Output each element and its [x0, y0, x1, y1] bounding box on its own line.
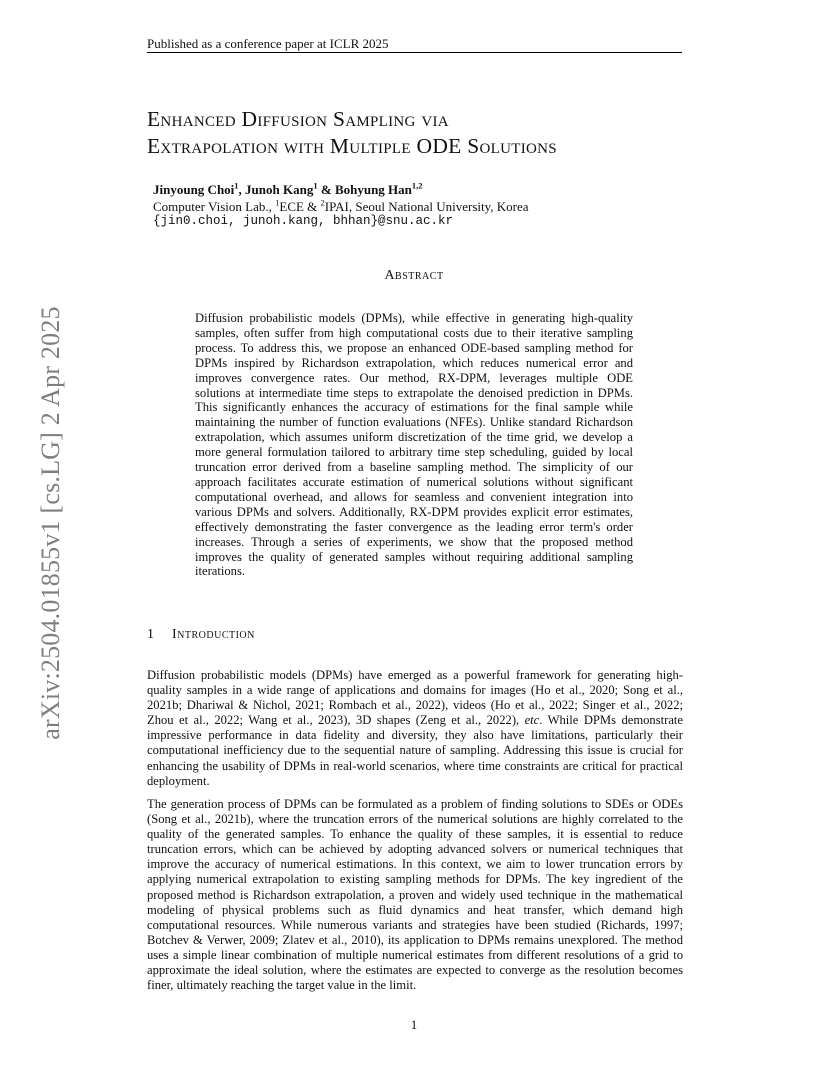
abstract-text: Diffusion probabilistic models (DPMs), while effective in generating high-quality samples, often suffer from high computational costs due to their iterative sampling process. To address this, we propose an enhanced ODE-based sampling method for DPMs inspired by Richardson extrapolation, which reduces numerical error and improves convergence rates. Our method, RX-DPM, leverages multiple ODE solutions at intermediate time steps to extrapolate the denoised prediction in DPMs. This significantly enhances the accuracy of estimations for the final sample while maintaining the number of function evaluations (NFEs). Unlike standard Richardson extrapolation, which assumes uniform discretization of the time grid, we develop a more general formulation tailored to arbitrary time step scheduling, guided by local truncation error derived from a baseline sampling method. The simplicity of our approach facilitates accurate estimation of numerical solutions without significant computational overhead, and allows for seamless and convenient integration into various DPMs and solvers. Additionally, RX-DPM provides explicit error estimates, effectively demonstrating the faster convergence as the leading error term's order increases. Through a series of experiments, we show that the proposed method improves the quality of generated samples without requiring additional sampling iterations. [195, 311, 633, 579]
intro-paragraph-2: The generation process of DPMs can be formulated as a problem of finding solutions to SDEs or ODEs (Song et al., 2021b), where the truncation errors of the numerical solutions are highly correlated to the quality of the generated samples. To enhance the quality of these samples, it is essential to reduce truncation errors, which can be achieved by adopting advanced solvers or numerical techniques that improve the accuracy of numerical estimations. In this context, we aim to lower truncation errors by applying numerical extrapolation to existing sampling methods for DPMs. The key ingredient of the proposed method is Richardson extrapolation, a proven and widely used technique in the mathematical modeling of physical problems such as fluid dynamics and heat transfer, which demand high computational resources. While numerous variants and strategies have been studied (Richards, 1997; Botchev & Verwer, 2009; Zlatev et al., 2010), its application to DPMs remains unexplored. The method uses a simple linear combination of multiple numerical estimates from different resolutions of a grid to approximate the ideal solution, where the estimates are expected to converge as the resolution becomes finer, ultimately reaching the target value in the limit. [147, 797, 683, 993]
affil-ece: ECE & [279, 199, 321, 214]
intro-p1-etc: etc [524, 713, 540, 728]
section-number: 1 [147, 627, 154, 642]
author-list: Jinyoung Choi$^1$, Junoh Kang$^1$ & Bohyung Han$^{1,2}$ [153, 180, 423, 197]
affil-lab: Computer Vision Lab., [153, 199, 276, 214]
author-emails: {jin0.choi, junoh.kang, bhhan}@snu.ac.kr [153, 214, 454, 228]
title-line-1: Enhanced Diffusion Sampling via [147, 107, 449, 131]
author-affil-mark: 1 [313, 180, 318, 191]
section-title: Introduction [172, 627, 255, 642]
running-header: Published as a conference paper at ICLR 2025 [147, 36, 389, 51]
intro-p1-part-b: . While DPMs demonstrate impressive performance in data fidelity and diversity, they also have limitations, particularly their computational inefficiency due to the sequential nature of sampling. Addressing this issue is crucial for enhancing the usability of DPMs in real-world scenarios, where time constraints are critical for practical deployment. [147, 713, 683, 788]
arxiv-stamp [36, 292, 66, 754]
page-number: 1 [410, 1017, 418, 1032]
header-rule [147, 52, 682, 53]
affiliation [153, 199, 529, 215]
intro-paragraph-1 [147, 668, 683, 789]
abstract-heading: Abstract [384, 268, 444, 283]
title-line-2: Extrapolation with Multiple ODE Solutions [147, 134, 557, 158]
author-name: Junoh Kang [245, 182, 314, 197]
affil-rest: IPAI, Seoul National University, Korea [324, 199, 529, 214]
author-affil-mark: 1,2 [411, 180, 423, 191]
affil-mark: 2 [320, 197, 325, 208]
arxiv-stamp-text: arXiv:2504.01855v1 [cs.LG] 2 Apr 2025 [36, 306, 65, 740]
author-ampersand: & [320, 182, 332, 197]
author-affil-mark: 1 [234, 180, 239, 191]
intro-p1-part-a: Diffusion probabilistic models (DPMs) have emerged as a powerful framework for generating high-quality samples in a wide range of applications and domains for images (Ho et al., 2020; Song et al., 2021b; Dhariwal & Nichol, 2021; Rombach et al., 2022), videos (Ho et al., 2022; Singer et al., 2022; Zhou et al., 2022; Wang et al., 2023), 3D shapes (Zeng et al., 2022), [147, 668, 683, 728]
author-name: Bohyung Han [334, 182, 412, 197]
author-name: Jinyoung Choi [153, 182, 235, 197]
affil-mark: 1 [275, 197, 280, 208]
paper-title [147, 106, 707, 160]
section-heading [147, 627, 255, 643]
